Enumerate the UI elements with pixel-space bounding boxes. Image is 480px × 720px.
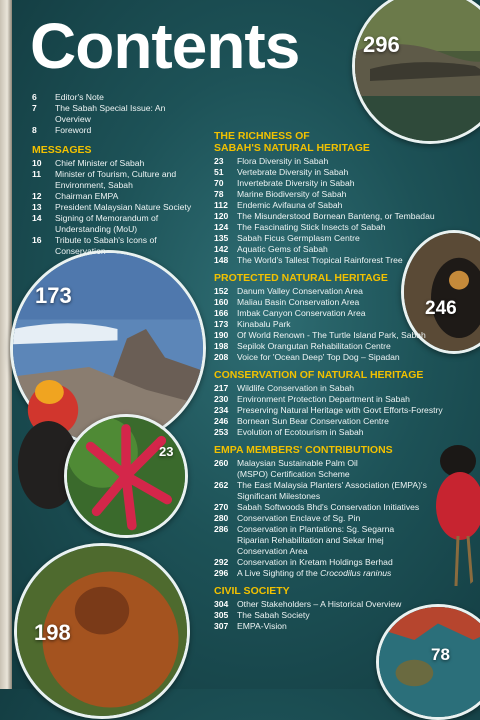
orchid-photo — [64, 414, 188, 538]
section-heading-empa: EMPA MEMBERS' CONTRIBUTIONS — [214, 444, 393, 456]
toc-entry[interactable]: 51 Vertebrate Diversity in Sabah — [214, 167, 349, 177]
toc-entry[interactable]: 120 The Misunderstood Bornean Banteng, or Tembadau — [214, 211, 435, 221]
toc-entry[interactable]: 16 Tribute to Sabah's Icons of Conservation — [32, 235, 157, 256]
toc-right-column — [214, 130, 446, 632]
toc-entry[interactable]: 124 The Fascinating Stick Insects of Sabah — [214, 222, 386, 232]
toc-entry[interactable]: 246 Bornean Sun Bear Conservation Centre — [214, 416, 389, 426]
section-heading-civil: CIVIL SOCIETY — [214, 585, 290, 597]
toc-entry[interactable]: 296 A Live Sighting of the Crocodilus raninus — [214, 568, 392, 578]
toc-entry[interactable]: 142 Aquatic Gems of Sabah — [214, 244, 328, 254]
toc-entry[interactable]: 148 The World's Tallest Tropical Rainforest Tree — [214, 255, 403, 265]
section-heading-protected: PROTECTED NATURAL HERITAGE — [214, 272, 388, 284]
section-heading-messages: MESSAGES — [32, 144, 92, 156]
section-heading-conservation: CONSERVATION OF NATURAL HERITAGE — [214, 369, 424, 381]
toc-entry[interactable]: 217 Wildlife Conservation in Sabah — [214, 383, 355, 393]
toc-entry[interactable]: 23 Flora Diversity in Sabah — [214, 156, 329, 166]
toc-entry[interactable]: 198 Sepilok Orangutan Rehabilitation Centre — [214, 341, 391, 351]
toc-entry[interactable]: 280 Conservation Enclave of Sg. Pin — [214, 513, 361, 523]
toc-entry[interactable]: 70 Invertebrate Diversity in Sabah — [214, 178, 355, 188]
toc-entry[interactable]: 13 President Malaysian Nature Society — [32, 202, 192, 212]
mountain-photo-number: 173 — [35, 283, 72, 308]
toc-entry[interactable]: 112 Endemic Avifauna of Sabah — [214, 200, 343, 210]
toc-entry[interactable]: 8 Foreword — [32, 125, 92, 135]
toc-entry[interactable]: 10 Chief Minister of Sabah — [32, 158, 145, 168]
toc-entry[interactable]: 270 Sabah Softwoods Bhd's Conservation Initiatives — [214, 502, 420, 512]
toc-entry[interactable]: 292 Conservation in Kretam Holdings Berhad — [214, 557, 393, 567]
crocodile-photo — [352, 0, 480, 144]
orchid-photo-number: 23 — [159, 444, 174, 459]
toc-entry[interactable]: 135 Sabah Ficus Germplasm Centre — [214, 233, 360, 243]
toc-entry[interactable]: 12 Chairman EMPA — [32, 191, 119, 201]
toc-entry[interactable]: 190 Of World Renown - The Turtle Island Park, Sabah — [214, 330, 426, 340]
orangutan-photo-number: 198 — [34, 620, 71, 645]
toc-entry[interactable]: 166 Imbak Canyon Conservation Area — [214, 308, 366, 318]
toc-entry[interactable]: 6 Editor's Note — [32, 92, 104, 102]
turtle-photo-number: 78 — [431, 645, 450, 664]
toc-entry[interactable]: 11 Minister of Tourism, Culture and Environment, Sabah — [32, 169, 177, 190]
toc-entry[interactable]: 286 Conservation in Plantations: Sg. Segarna Riparian Rehabilitation and Sekar Imej Conservation Area — [214, 524, 395, 556]
toc-left-column — [32, 92, 202, 257]
toc-entry[interactable]: 160 Maliau Basin Conservation Area — [214, 297, 360, 307]
toc-entry[interactable]: 262 The East Malaysia Planters' Association (EMPA)'s Significant Milestones — [214, 480, 427, 501]
toc-entry[interactable]: 7 The Sabah Special Issue: An Overview — [32, 103, 166, 124]
toc-entry[interactable]: 14 Signing of Memorandum of Understanding (MoU) — [32, 213, 159, 234]
crocodile-photo-number: 296 — [363, 32, 400, 57]
toc-entry[interactable]: 230 Environment Protection Department in Sabah — [214, 394, 410, 404]
toc-entry[interactable]: 260 Malaysian Sustainable Palm Oil (MSPO) Certification Scheme — [214, 458, 358, 479]
sunbear-photo-number: 246 — [425, 298, 457, 319]
toc-entry[interactable]: 304 Other Stakeholders – A Historical Overview — [214, 599, 402, 609]
toc-entry[interactable]: 208 Voice for 'Ocean Deep' Top Dog – Sipadan — [214, 352, 400, 362]
toc-entry[interactable]: 234 Preserving Natural Heritage with Govt Efforts-Forestry — [214, 405, 443, 415]
toc-entry[interactable]: 307 EMPA-Vision — [214, 621, 287, 631]
toc-entry[interactable]: 253 Evolution of Ecotourism in Sabah — [214, 427, 364, 437]
page-title: Contents — [30, 10, 300, 82]
toc-entry[interactable]: 305 The Sabah Society — [214, 610, 310, 620]
toc-entry[interactable]: 78 Marine Biodiversity of Sabah — [214, 189, 347, 199]
toc-entry[interactable]: 152 Danum Valley Conservation Area — [214, 286, 363, 296]
toc-entry[interactable]: 173 Kinabalu Park — [214, 319, 291, 329]
section-heading-richness: THE RICHNESS OF SABAH'S NATURAL HERITAGE — [214, 130, 370, 154]
